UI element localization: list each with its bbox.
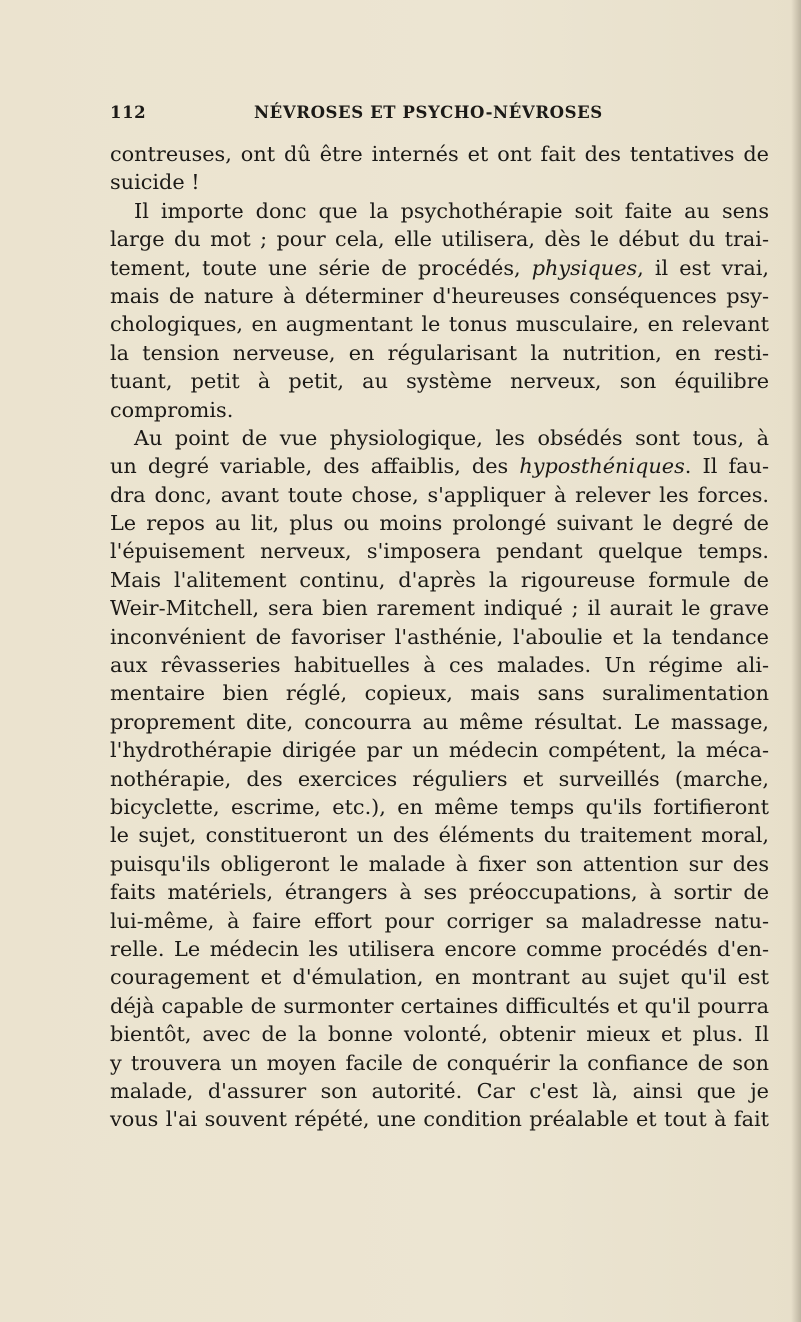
text-line: dra donc, avant toute chose, s'appliquer à relever les forces.	[110, 482, 769, 507]
text-line: l'épuisement nerveux, s'imposera pendant quelque temps.	[110, 539, 769, 564]
text-line: chologiques, en augmentant le tonus musculaire, en relevant	[110, 312, 769, 337]
text-line: lui-même, à faire effort pour corriger sa maladresse natu-	[110, 908, 769, 933]
text-line: Au point de vue physiologique, les obsédés sont tous, à	[134, 425, 769, 450]
text-line: le sujet, constitueront un des éléments du traitement moral,	[110, 823, 769, 848]
text-line: tuant, petit à petit, au système nerveux, son équilibre	[110, 369, 769, 394]
text-line: l'hydrothérapie dirigée par un médecin compétent, la méca-	[110, 738, 769, 763]
text-line: suicide !	[110, 170, 200, 195]
text-line: vous l'ai souvent répété, une condition préalable et tout à fait	[110, 1107, 769, 1132]
text-line: bicyclette, escrime, etc.), en même temps qu'ils fortifieront	[110, 794, 769, 819]
emphasized-word: hyposthéniques	[519, 454, 685, 479]
emphasized-word: physiques	[531, 255, 638, 280]
text-line: mais de nature à déterminer d'heureuses conséquences psy-	[110, 283, 769, 308]
text-line: un degré variable, des affaiblis, des hyposthéniques. Il fau-	[110, 454, 770, 479]
page-edge-shadow	[791, 0, 801, 1322]
text-line: malade, d'assurer son autorité. Car c'est là, ainsi que je	[110, 1078, 769, 1103]
text-line: puisqu'ils obligeront le malade à fixer son attention sur des	[110, 851, 769, 876]
text-line: Il importe donc que la psychothérapie soit faite au sens	[134, 198, 769, 223]
text-line: tement, toute une série de procédés, physiques, il est vrai,	[110, 255, 770, 280]
running-title: NÉVROSES ET PSYCHO-NÉVROSES	[254, 103, 603, 122]
text-line: la tension nerveuse, en régularisant la nutrition, en resti-	[110, 340, 769, 365]
text-line: inconvénient de favoriser l'asthénie, l'aboulie et la tendance	[110, 624, 769, 649]
text-line: relle. Le médecin les utilisera encore comme procédés d'en-	[110, 936, 769, 961]
page-number: 112	[110, 103, 147, 122]
text-line: bientôt, avec de la bonne volonté, obtenir mieux et plus. Il	[110, 1022, 769, 1047]
text-line: nothérapie, des exercices réguliers et surveillés (marche,	[110, 766, 769, 791]
body-text	[110, 140, 769, 1134]
text-line: aux rêvasseries habituelles à ces malades. Un régime ali-	[110, 653, 769, 678]
text-line: Mais l'alitement continu, d'après la rigoureuse formule de	[110, 567, 769, 592]
text-line: faits matériels, étrangers à ses préoccupations, à sortir de	[110, 880, 769, 905]
text-line: y trouvera un moyen facile de conquérir la confiance de son	[110, 1050, 769, 1075]
text-line: contreuses, ont dû être internés et ont fait des tentatives de	[110, 142, 769, 166]
text-line: déjà capable de surmonter certaines difficultés et qu'il pourra	[110, 993, 769, 1018]
text-line: mentaire bien réglé, copieux, mais sans suralimentation	[110, 681, 769, 706]
text-line: large du mot ; pour cela, elle utilisera, dès le début du trai-	[110, 227, 769, 252]
text-line: Weir-Mitchell, sera bien rarement indiqué ; il aurait le grave	[110, 596, 769, 621]
page-header	[110, 103, 770, 129]
text-line: Le repos au lit, plus ou moins prolongé suivant le degré de	[110, 511, 769, 536]
text-line: proprement dite, concourra au même résultat. Le massage,	[110, 709, 769, 734]
text-line: couragement et d'émulation, en montrant au sujet qu'il est	[110, 965, 769, 990]
text-line: compromis.	[110, 397, 234, 422]
